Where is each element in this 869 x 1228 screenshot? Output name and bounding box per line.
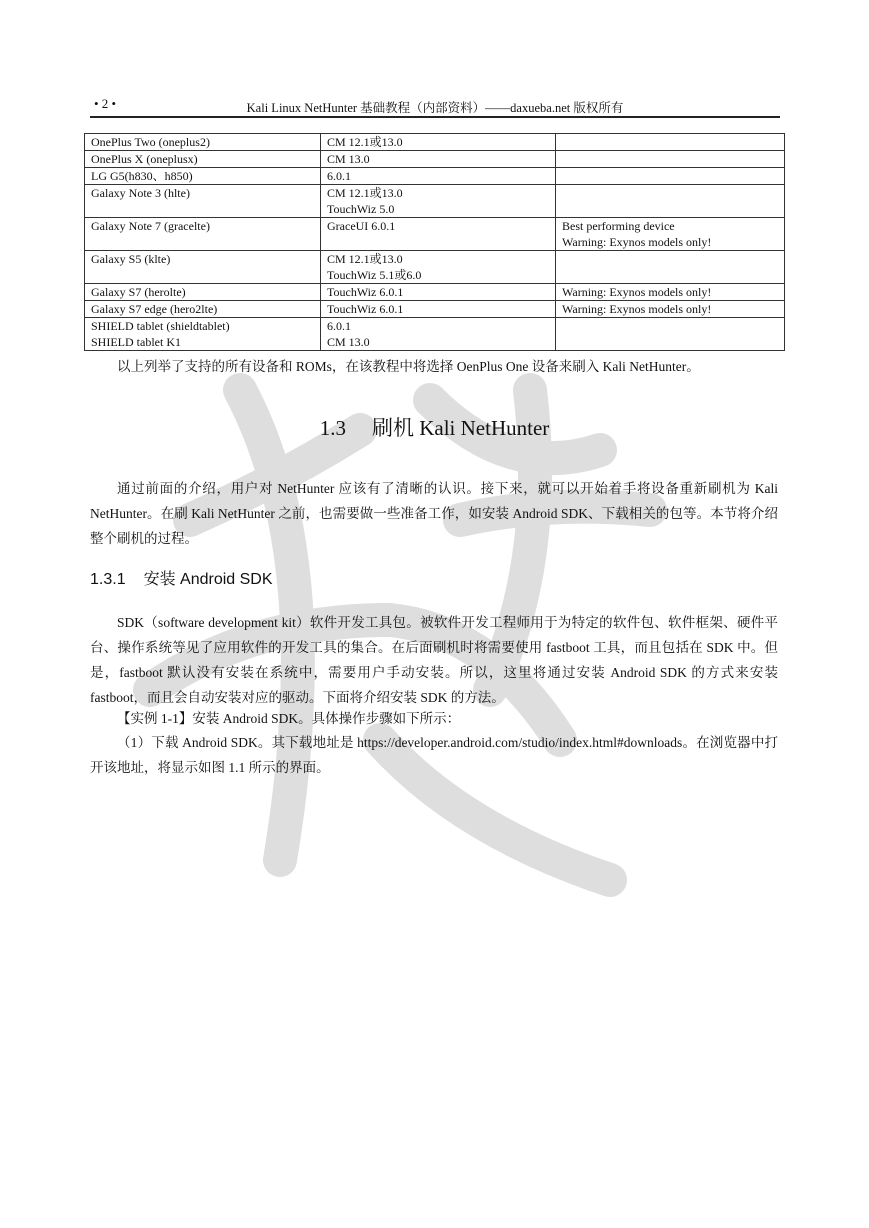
- rom-cell: [321, 134, 556, 151]
- notes-cell-line: Warning: Exynos models only!: [562, 285, 712, 299]
- device-cell-line: Galaxy S5 (klte): [91, 252, 171, 266]
- notes-cell-line: [562, 318, 778, 334]
- device-cell-line: [91, 201, 314, 217]
- section-intro-paragraph: 通过前面的介绍，用户对 NetHunter 应该有了清晰的认识。接下来，就可以开始着手将设备重新刷机为 Kali NetHunter。在刷 Kali NetHunter 之前，也需要做一些准备工作，如安装 Android SDK、下载相关的包等。本节将介绍整个刷机的过程。: [90, 481, 778, 546]
- device-cell: [85, 151, 321, 168]
- device-rom-table: [84, 133, 785, 351]
- rom-cell-line: CM 12.1或13.0: [327, 186, 403, 200]
- rom-cell-line: CM 12.1或13.0: [327, 252, 403, 266]
- rom-cell: [321, 218, 556, 251]
- rom-cell-line: TouchWiz 5.1或6.0: [327, 268, 422, 282]
- notes-cell: [556, 218, 785, 251]
- notes-cell-line: [562, 134, 778, 150]
- device-cell-line: [91, 267, 314, 283]
- device-cell-line: OnePlus Two (oneplus2): [91, 135, 210, 149]
- device-cell-line: Galaxy Note 3 (hlte): [91, 186, 190, 200]
- table-row: [85, 168, 785, 185]
- table-row: [85, 151, 785, 168]
- sdk-paragraph: SDK（software development kit）软件开发工具包。被软件开发工程师用于为特定的软件包、软件框架、硬件平台、操作系统等见了应用软件的开发工具的集合。在后面刷机时将需要使用 fastboot 工具，而且包括在 SDK 中。但是，fastboot 默认没有安装在系统中，需要用户手动安装。所以，这里将通过安装 Android SDK 的方式来安装 fastboot，而且会自动安装对应的驱动。下面将介绍安装 SDK 的方法。: [90, 615, 778, 705]
- rom-cell-line: [327, 234, 549, 250]
- table-row: [85, 218, 785, 251]
- rom-cell-line: GraceUI 6.0.1: [327, 219, 396, 233]
- subsection-title: 安装 Android SDK: [143, 571, 273, 588]
- rom-cell: [321, 318, 556, 351]
- device-cell-line: Galaxy S7 edge (hero2lte): [91, 302, 218, 316]
- notes-cell-line: [562, 201, 778, 217]
- device-cell: [85, 251, 321, 284]
- device-cell: [85, 218, 321, 251]
- notes-cell-line: [562, 185, 778, 201]
- device-cell-line: LG G5(h830、h850): [91, 169, 193, 183]
- device-cell: [85, 284, 321, 301]
- table-row: [85, 251, 785, 284]
- rom-cell: [321, 251, 556, 284]
- device-table-body: [85, 134, 785, 351]
- device-cell-line: SHIELD tablet (shieldtablet): [91, 319, 230, 333]
- table-row: [85, 134, 785, 151]
- rom-cell-line: CM 12.1或13.0: [327, 135, 403, 149]
- rom-cell: [321, 301, 556, 318]
- notes-cell-line: [562, 334, 778, 350]
- device-cell: [85, 134, 321, 151]
- rom-cell-line: CM 13.0: [327, 152, 370, 166]
- notes-cell-line: [562, 151, 778, 167]
- notes-cell: [556, 318, 785, 351]
- rom-cell: [321, 185, 556, 218]
- device-cell: [85, 318, 321, 351]
- page-number: • 2 •: [94, 96, 117, 111]
- notes-cell: [556, 284, 785, 301]
- device-cell: [85, 185, 321, 218]
- page-header: [90, 96, 780, 118]
- table-row: [85, 284, 785, 301]
- notes-cell-line: [562, 267, 778, 283]
- subsection-number: 1.3.1: [90, 571, 126, 588]
- section-title: 刷机 Kali NetHunter: [371, 416, 550, 440]
- device-cell-line: [91, 234, 314, 250]
- table-note: 以上列举了支持的所有设备和 ROMs，在该教程中将选择 OenPlus One 设备来刷入 Kali NetHunter。: [117, 359, 700, 374]
- section-number: 1.3: [319, 416, 346, 440]
- notes-cell-line: [562, 251, 778, 267]
- notes-cell: [556, 134, 785, 151]
- notes-cell: [556, 301, 785, 318]
- rom-cell-line: TouchWiz 6.0.1: [327, 302, 404, 316]
- rom-cell-line: CM 13.0: [327, 335, 370, 349]
- rom-cell: [321, 168, 556, 185]
- device-cell-line: OnePlus X (oneplusx): [91, 152, 198, 166]
- section-heading: [0, 412, 869, 442]
- table-row: [85, 318, 785, 351]
- notes-cell: [556, 168, 785, 185]
- device-cell-line: Galaxy Note 7 (gracelte): [91, 219, 210, 233]
- rom-cell-line: TouchWiz 5.0: [327, 202, 395, 216]
- notes-cell: [556, 185, 785, 218]
- rom-cell-line: 6.0.1: [327, 169, 351, 183]
- subsection-heading: [90, 566, 273, 589]
- device-cell: [85, 301, 321, 318]
- notes-cell-line: Warning: Exynos models only!: [562, 235, 712, 249]
- rom-cell-line: TouchWiz 6.0.1: [327, 285, 404, 299]
- step-1-paragraph: （1）下载 Android SDK。其下载地址是 https://developer.android.com/studio/index.html#downloads。在浏览器中打开该地址，将显示如图 1.1 所示的界面。: [90, 735, 778, 775]
- notes-cell: [556, 251, 785, 284]
- rom-cell: [321, 284, 556, 301]
- device-cell-line: Galaxy S7 (herolte): [91, 285, 186, 299]
- table-row: [85, 185, 785, 218]
- notes-cell-line: [562, 168, 778, 184]
- table-row: [85, 301, 785, 318]
- device-cell-line: SHIELD tablet K1: [91, 335, 181, 349]
- rom-cell-line: 6.0.1: [327, 319, 351, 333]
- notes-cell: [556, 151, 785, 168]
- rom-cell: [321, 151, 556, 168]
- running-title: Kali Linux NetHunter 基础教程（内部资料）——daxueba.net 版权所有: [246, 101, 624, 115]
- notes-cell-line: Best performing device: [562, 219, 675, 233]
- device-cell: [85, 168, 321, 185]
- notes-cell-line: Warning: Exynos models only!: [562, 302, 712, 316]
- example-title: 【实例 1-1】安装 Android SDK。具体操作步骤如下所示：: [117, 711, 461, 726]
